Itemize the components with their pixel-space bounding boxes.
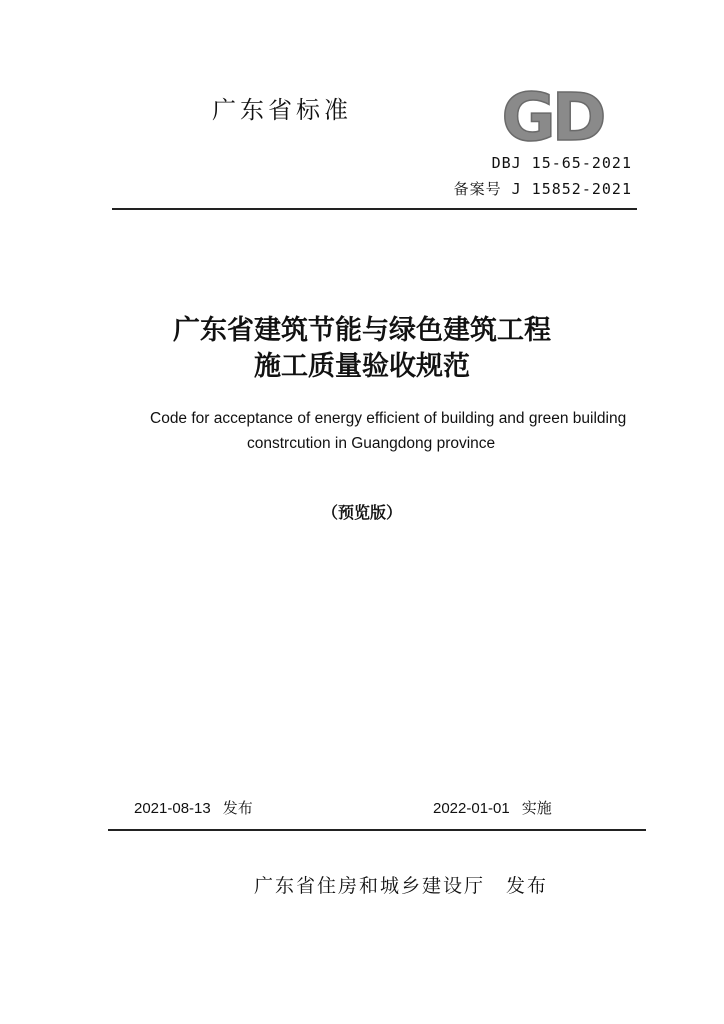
standard-code: DBJ 15-65-2021 [491,154,632,172]
implement-date-line [433,797,552,818]
implement-label: 实施 [521,799,552,817]
title-en-line1: Code for acceptance of energy efficient of building and green building [150,410,627,427]
record-number: 备案号 J 15852-2021 [453,180,632,198]
gd-logo [489,86,615,146]
title-cn-line1: 广东省建筑节能与绿色建筑工程 [173,315,551,346]
issuer: 广东省住房和城乡建设厅 发布 [254,875,549,897]
bottom-divider [108,829,646,831]
issue-date-line [134,797,253,818]
implement-date: 2022-01-01 [433,800,510,817]
standard-label: 广东省标准 [212,96,352,124]
title-en-line2: constrcution in Guangdong province [247,435,496,452]
svg-text:GD: GD [501,86,603,146]
issue-date: 2021-08-13 [134,800,211,817]
edition-label: （预览版） [321,503,402,522]
title-cn-line2: 施工质量验收规范 [254,351,470,382]
issue-label: 发布 [222,799,253,817]
top-divider [112,208,637,210]
